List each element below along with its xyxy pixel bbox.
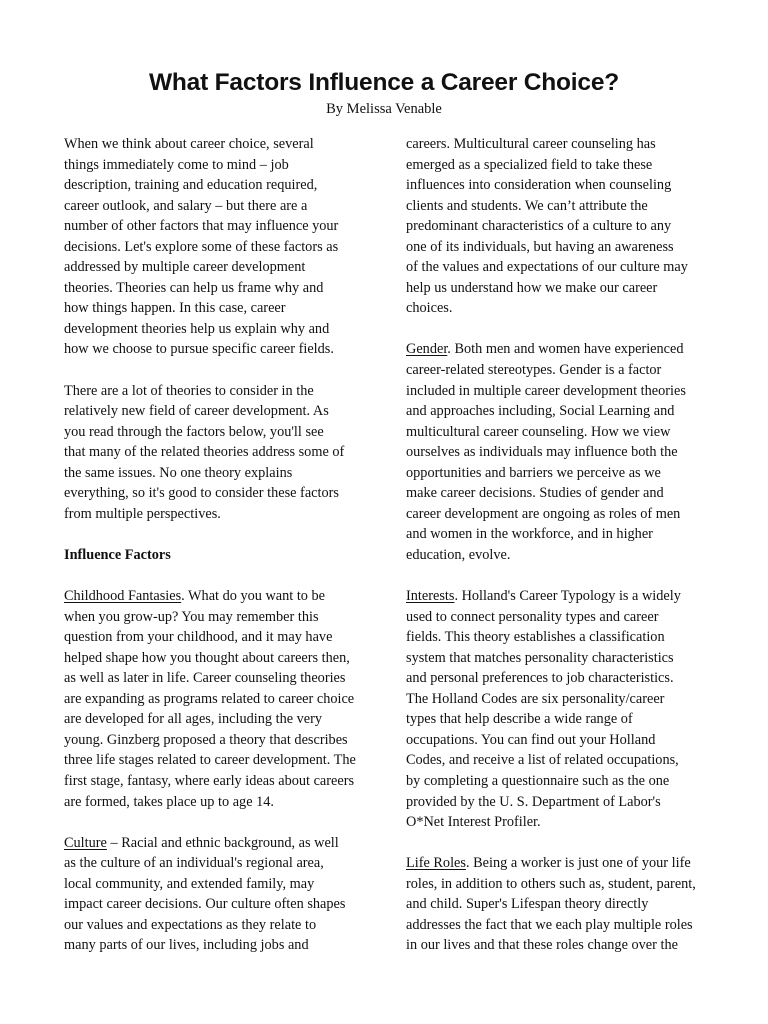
- text-line: roles, in addition to others such as, student, parent,: [406, 875, 696, 892]
- text-fragment: . Both men and women have experienced: [447, 341, 684, 358]
- text-line: theories. Theories can help us frame why and: [64, 279, 324, 296]
- text-line: how things happen. In this case, career: [64, 300, 286, 317]
- text-line: opportunities and barriers we perceive as we: [406, 464, 661, 481]
- text-line: ourselves as individuals may influence both the: [406, 444, 678, 461]
- theories-paragraph: [64, 381, 380, 525]
- text-line: our values and expectations as they relate to: [64, 916, 317, 933]
- text-line: When we think about career choice, several: [64, 136, 314, 152]
- text-line: education, evolve.: [406, 546, 511, 563]
- text-line: occupations. You can find out your Holland: [406, 731, 656, 748]
- text-line: make career decisions. Studies of gender and: [406, 485, 664, 502]
- text-line: you read through the factors below, you'll see: [64, 423, 324, 440]
- text-line: used to connect personality types and career: [406, 608, 659, 625]
- text-line: by completing a questionnaire such as the one: [406, 772, 670, 789]
- text-line: that many of the related theories address some of: [64, 444, 345, 461]
- text-line: The Holland Codes are six personality/career: [406, 690, 665, 707]
- childhood-fantasies-paragraph: [64, 586, 380, 812]
- text-line: career development are ongoing as roles of men: [406, 505, 681, 522]
- text-line: relatively new field of career development. As: [64, 403, 329, 420]
- culture-paragraph: [64, 833, 380, 956]
- text-line: [406, 339, 718, 360]
- text-line: influences into consideration when counseling: [406, 177, 672, 194]
- text-line: [64, 586, 380, 607]
- text-line: young. Ginzberg proposed a theory that describes: [64, 731, 348, 748]
- section-heading: Influence Factors: [64, 546, 171, 563]
- text-line: choices.: [406, 300, 453, 317]
- text-line: career outlook, and salary – but there are a: [64, 197, 308, 214]
- page-title: What Factors Influence a Career Choice?: [148, 69, 620, 96]
- text-line: of the values and expectations of our culture may: [406, 259, 688, 276]
- text-line: addresses the fact that we each play multiple roles: [406, 916, 693, 933]
- text-line: help us understand how we make our career: [406, 279, 658, 296]
- life-roles-label: Life Roles: [406, 855, 466, 872]
- right-column: [406, 134, 718, 956]
- interests-label: Interests: [406, 588, 455, 605]
- text-line: clients and students. We can’t attribute the: [406, 197, 648, 214]
- gender-label: Gender: [406, 341, 448, 358]
- gender-paragraph: [406, 339, 718, 565]
- text-line: are developed for all ages, including the very: [64, 711, 323, 728]
- text-line: things immediately come to mind – job: [64, 156, 289, 173]
- text-line: question from your childhood, and it may have: [64, 629, 333, 646]
- text-line: first stage, fantasy, where early ideas about careers: [64, 772, 355, 789]
- text-line: There are a lot of theories to consider in the: [64, 382, 314, 399]
- text-line: and women in the workforce, and in higher: [406, 526, 653, 543]
- author-byline: By Melissa Venable: [326, 101, 442, 117]
- text-line: careers. Multicultural career counseling has: [406, 136, 656, 152]
- text-line: addressed by multiple career development: [64, 259, 306, 276]
- text-line: number of other factors that may influence your: [64, 218, 339, 235]
- text-line: description, training and education required,: [64, 177, 318, 194]
- culture-continued-paragraph: [406, 134, 718, 319]
- text-line: predominant characteristics of a culture to any: [406, 218, 672, 235]
- text-line: in our lives and that these roles change over the: [406, 937, 678, 954]
- text-line: and child. Super's Lifespan theory directly: [406, 896, 649, 913]
- left-column: [64, 134, 380, 956]
- interests-paragraph: [406, 586, 718, 833]
- text-line: and approaches including, Social Learning and: [406, 403, 675, 420]
- text-fragment: . What do you want to be: [181, 588, 326, 605]
- childhood-fantasies-label: Childhood Fantasies: [64, 588, 182, 605]
- text-line: and personal preferences to job characteristics.: [406, 670, 674, 687]
- text-fragment: . Being a worker is just one of your life: [465, 855, 691, 872]
- text-line: helped shape how you thought about careers then,: [64, 649, 350, 666]
- text-line: impact career decisions. Our culture often shapes: [64, 896, 346, 913]
- text-line: O*Net Interest Profiler.: [406, 814, 541, 831]
- text-line: system that matches personality characteristics: [406, 649, 674, 666]
- text-line: [64, 833, 380, 854]
- text-line: multicultural career counseling. How we view: [406, 423, 671, 440]
- text-line: [406, 853, 718, 874]
- text-line: are formed, takes place up to age 14.: [64, 793, 274, 810]
- text-line: from multiple perspectives.: [64, 505, 221, 522]
- text-line: how we choose to pursue specific career fields.: [64, 341, 334, 358]
- text-fragment: . Holland's Career Typology is a widely: [454, 588, 681, 605]
- text-line: included in multiple career development theories: [406, 382, 686, 399]
- text-line: Codes, and receive a list of related occupations,: [406, 752, 679, 769]
- text-line: decisions. Let's explore some of these factors as: [64, 238, 339, 255]
- text-line: everything, so it's good to consider these factors: [64, 485, 339, 502]
- text-line: local community, and extended family, may: [64, 875, 315, 892]
- text-line: three life stages related to career development. The: [64, 752, 356, 769]
- intro-paragraph: [64, 134, 380, 360]
- text-fragment: – Racial and ethnic background, as well: [106, 834, 339, 851]
- text-line: many parts of our lives, including jobs and: [64, 937, 309, 954]
- text-line: fields. This theory establishes a classification: [406, 629, 665, 646]
- text-line: when you grow-up? You may remember this: [64, 608, 319, 625]
- text-line: one of its individuals, but having an awareness: [406, 238, 674, 255]
- culture-label: Culture: [64, 834, 107, 851]
- text-line: career-related stereotypes. Gender is a factor: [406, 362, 662, 379]
- text-line: as the culture of an individual's regional area,: [64, 855, 324, 872]
- text-line: provided by the U. S. Department of Labor's: [406, 793, 661, 810]
- text-line: types that help describe a wide range of: [406, 711, 633, 728]
- text-line: development theories help us explain why and: [64, 320, 330, 337]
- text-line: [406, 586, 718, 607]
- text-line: are expanding as programs related to career choice: [64, 690, 355, 707]
- text-line: as well as later in life. Career counseling theories: [64, 670, 346, 687]
- text-line: emerged as a specialized field to take these: [406, 156, 653, 173]
- life-roles-paragraph: [406, 853, 718, 956]
- text-line: the same issues. No one theory explains: [64, 464, 293, 481]
